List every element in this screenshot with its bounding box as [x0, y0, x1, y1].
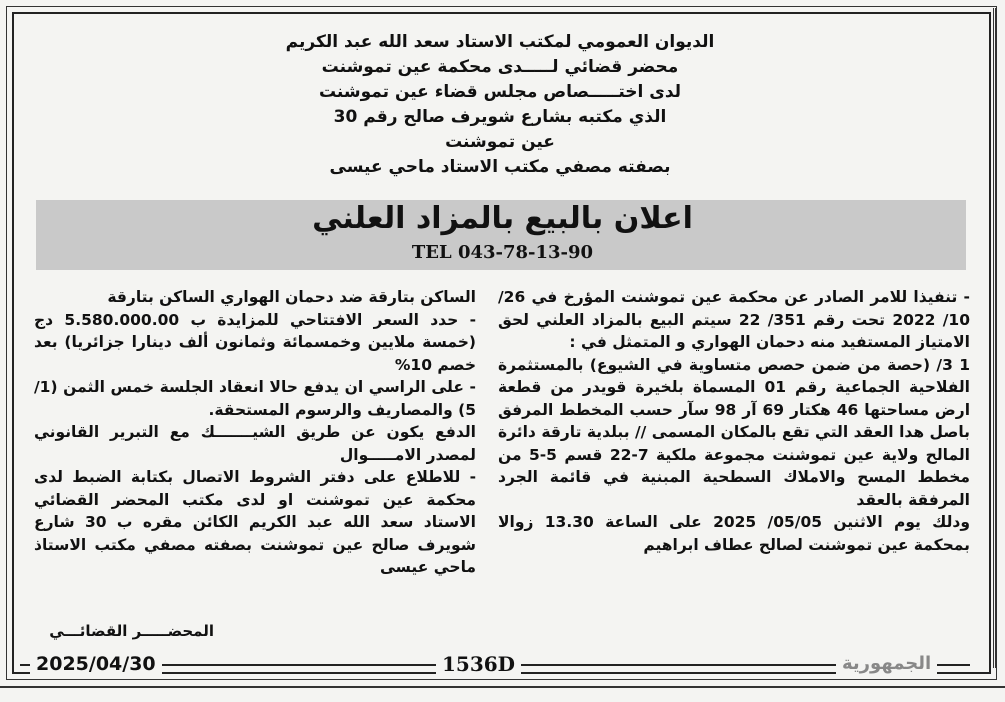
paragraph: 1 3/ (حصة من ضمن حصص متساوية في الشيوع) بالمستثمرة الفلاحية الجماعية رقم 01 المسماة بلخيرة قويدر من قطعة ارض مساحتها 46 هكتار 69 آر 98 سآر حسب المخطط المرفق باصل هدا العقد التي تقع بالمكان المسمى // ببلدية تارقة دائرة المالح ولاية عين تموشنت مجموعة ملكية 7-22 قسم 5-5 من مخطط المسح والاملاك السطحية المبنية في قائمة الجرد المرفقة بالعقد — [498, 355, 971, 509]
header-line-capacity: بصفته مصفي مكتب الاستاد ماحي عيسى — [329, 157, 671, 177]
paragraph: - حدد السعر الافتتاحي للمزايدة ب 5.580.000.00 دج (خمسة ملايين وخمسمائة وثمانون ألف دينارا جزائريا) بعد خصم 10% — [34, 310, 476, 374]
paragraph: - على الراسي ان يدفع حالا انعقاد الجلسة خمس الثمن (1/ 5) والمصاريف والرسوم المستحقة. — [34, 378, 476, 419]
header-line-bailiff: محضر قضائي لـــــدى محكمة عين تموشنت — [321, 57, 679, 77]
paragraph: - تنفيذا للامر الصادر عن محكمة عين تموشنت المؤرخ في 26/ 10/ 2022 تحت رقم 351/ 22 سيتم البيع بالمزاد العلني لحق الامتياز المستفيد منه دحمان الهواري و المتمثل في : — [498, 288, 970, 351]
paragraph: - للاطلاع على دفتر الشروط الاتصال بكتابة الضبط لدى محكمة عين تموشنت او لدى مكتب المحضر القضائي الاستاد سعد الله عبد الكريم الكائن مقره ب 30 شارع شويرف صالح عين تموشنت بصفته مصفي مكتب الاستاذ ماحي عيسى — [34, 468, 476, 576]
publication-date: 2025/04/30 — [30, 652, 162, 676]
newspaper-logo: الجمهورية — [836, 652, 937, 676]
page-bottom-rule — [0, 686, 1005, 688]
signature-label: المحضـــــر القضائـــي — [49, 622, 214, 640]
side-border — [993, 8, 1000, 668]
left-column — [34, 286, 476, 579]
paragraph: ودلك يوم الاثنين 05/05/ 2025 على الساعة 13.30 زوالا بمحكمة عين تموشنت لصالح عطاف ابراهيم — [498, 513, 971, 554]
header-line-city: عين تموشنت — [445, 132, 555, 152]
paragraph: الدفع يكون عن طريق الشيـــــــك مع التبرير القانوني لمصدر الامـــــوال — [34, 423, 476, 464]
paragraph: الساكن بتارقة ضد دحمان الهواري الساكن بتارقة — [107, 288, 476, 306]
header-line-office: الديوان العمومي لمكتب الاستاد سعد الله عبد الكريم — [285, 32, 715, 52]
right-column — [498, 286, 970, 556]
header-line-jurisdiction: لدى اختـــــصاص مجلس قضاء عين تموشنت — [318, 82, 682, 102]
header-line-address: الذي مكتبه بشارع شويرف صالح رقم 30 — [333, 107, 667, 127]
notice-header — [40, 30, 960, 180]
notice-title: اعلان بالبيع بالمزاد العلني — [312, 201, 693, 236]
phone-number: TEL 043-78-13-90 — [411, 242, 594, 263]
ad-code: 1536D — [436, 652, 521, 676]
